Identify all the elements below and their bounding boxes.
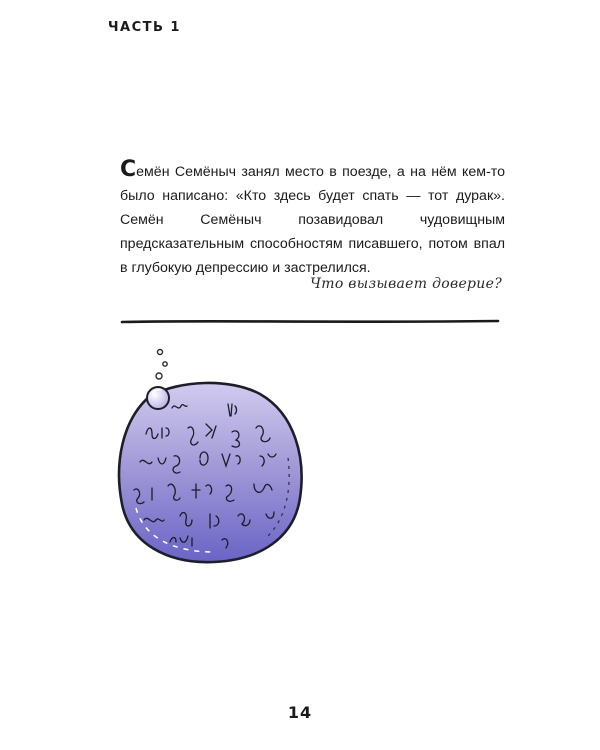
bubble-illustration bbox=[110, 338, 310, 578]
divider-line bbox=[120, 318, 500, 326]
drop-cap: С bbox=[120, 157, 137, 182]
bubble-shape bbox=[119, 383, 301, 562]
story-paragraph bbox=[120, 157, 505, 280]
page-number: 14 bbox=[287, 703, 313, 722]
rising-bubbles-icon bbox=[156, 350, 167, 380]
small-bubble-icon bbox=[147, 387, 169, 409]
chapter-label: ЧАСТЬ 1 bbox=[108, 20, 181, 35]
story-text: емён Семёныч занял место в поезде, а на нём кем-то было написано: «Кто здесь будет спать — тот дурак». Семён Семёныч позавидовал чудовищным предсказательным способностям писавшего, потом впал в глубокую депрессию и застрелился. bbox=[120, 164, 505, 276]
handwritten-question: Что вызывает доверие? bbox=[310, 276, 502, 292]
